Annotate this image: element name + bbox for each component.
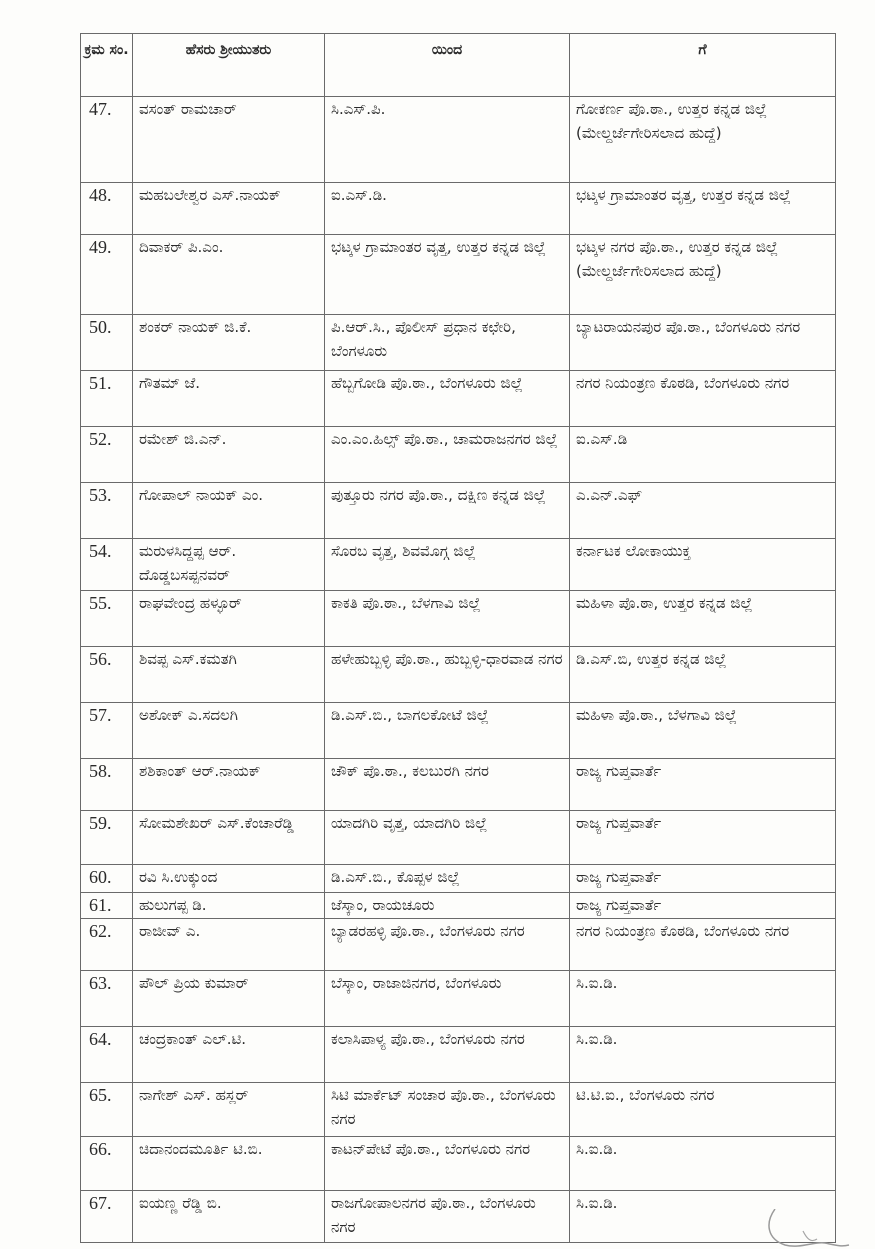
row-serial-no: 53. [81, 483, 133, 539]
row-from: ಬ್ಯಾಡರಹಳ್ಳಿ ಪೊ.ಠಾ., ಬೆಂಗಳೂರು ನಗರ [325, 919, 570, 971]
table-row [81, 183, 836, 235]
row-to: ಮಹಿಳಾ ಪೊ.ಠಾ, ಉತ್ತರ ಕನ್ನಡ ಜಿಲ್ಲೆ [570, 591, 836, 647]
row-name: ಮಹಬಲೇಶ್ವರ ಎಸ್.ನಾಯಕ್ [133, 183, 325, 235]
row-from: ಎಂ.ಎಂ.ಹಿಲ್ಸ್ ಪೊ.ಠಾ., ಚಾಮರಾಜನಗರ ಜಿಲ್ಲೆ [325, 427, 570, 483]
row-to: ಕರ್ನಾಟಕ ಲೋಕಾಯುಕ್ತ [570, 539, 836, 591]
row-name: ವಸಂತ್ ರಾಮಚಾರ್ [133, 97, 325, 183]
row-name: ಶಂಕರ್ ನಾಯಕ್ ಜಿ.ಕೆ. [133, 315, 325, 371]
row-name: ಶಶಿಕಾಂತ್ ಆರ್.ನಾಯಕ್ [133, 759, 325, 811]
row-serial-no: 65. [81, 1083, 133, 1137]
row-to: ಟಿ.ಟಿ.ಐ., ಬೆಂಗಳೂರು ನಗರ [570, 1083, 836, 1137]
table-row [81, 811, 836, 865]
signature-scribble [745, 1209, 855, 1249]
row-serial-no: 49. [81, 235, 133, 315]
row-from: ಜೆಸ್ಕಾಂ, ರಾಯಚೂರು [325, 893, 570, 919]
row-from: ಸಿ.ಎಸ್.ಪಿ. [325, 97, 570, 183]
table-row [81, 1027, 836, 1083]
row-name: ರಮೇಶ್ ಜಿ.ಎನ್. [133, 427, 325, 483]
transfer-list-table [80, 33, 836, 1243]
table-row [81, 371, 836, 427]
row-from: ಸಿಟಿ ಮಾರ್ಕೆಟ್ ಸಂಚಾರ ಪೊ.ಠಾ., ಬೆಂಗಳೂರು ನಗರ [325, 1083, 570, 1137]
table-row [81, 703, 836, 759]
row-to: ರಾಜ್ಯ ಗುಪ್ತವಾರ್ತೆ [570, 865, 836, 893]
row-serial-no: 58. [81, 759, 133, 811]
row-name: ರಾಘವೇಂದ್ರ ಹಳ್ಳೂರ್ [133, 591, 325, 647]
row-name: ನಾಗೇಶ್ ಎಸ್. ಹಸ್ಲರ್ [133, 1083, 325, 1137]
row-to: ಭಟ್ಕಳ ನಗರ ಪೊ.ಠಾ., ಉತ್ತರ ಕನ್ನಡ ಜಿಲ್ಲೆ (ಮೇಲ್ದರ್ಜೆಗೇರಿಸಲಾದ ಹುದ್ದೆ) [570, 235, 836, 315]
table-row [81, 427, 836, 483]
table-row [81, 97, 836, 183]
row-name: ಐಯಣ್ಣ ರೆಡ್ಡಿ ಬಿ. [133, 1191, 325, 1243]
table-row [81, 647, 836, 703]
row-name: ಪೌಲ್ ಪ್ರಿಯ ಕುಮಾರ್ [133, 971, 325, 1027]
row-name: ದಿವಾಕರ್ ಪಿ.ಎಂ. [133, 235, 325, 315]
row-name: ಗೋಪಾಲ್ ನಾಯಕ್ ಎಂ. [133, 483, 325, 539]
row-to: ರಾಜ್ಯ ಗುಪ್ತವಾರ್ತೆ [570, 893, 836, 919]
row-serial-no: 67. [81, 1191, 133, 1243]
header-name: ಹೆಸರು ಶ್ರೀಯುತರು [133, 34, 325, 97]
row-serial-no: 63. [81, 971, 133, 1027]
row-from: ಭಟ್ಕಳ ಗ್ರಾಮಾಂತರ ವೃತ್ತ, ಉತ್ತರ ಕನ್ನಡ ಜಿಲ್ಲೆ [325, 235, 570, 315]
row-name: ರವಿ ಸಿ.ಉಕ್ಕುಂದ [133, 865, 325, 893]
header-serial-no: ಕ್ರಮ ಸಂ. [81, 34, 133, 97]
table-row [81, 1137, 836, 1191]
row-to: ಬ್ಯಾಟರಾಯನಪುರ ಪೊ.ಠಾ., ಬೆಂಗಳೂರು ನಗರ [570, 315, 836, 371]
row-to: ಸಿ.ಐ.ಡಿ. [570, 971, 836, 1027]
row-from: ಕಾಟನ್‌ಪೇಟೆ ಪೊ.ಠಾ., ಬೆಂಗಳೂರು ನಗರ [325, 1137, 570, 1191]
row-serial-no: 57. [81, 703, 133, 759]
row-from: ಯಾದಗಿರಿ ವೃತ್ತ, ಯಾದಗಿರಿ ಜಿಲ್ಲೆ [325, 811, 570, 865]
row-from: ಹೆಬ್ಬಗೋಡಿ ಪೊ.ಠಾ., ಬೆಂಗಳೂರು ಜಿಲ್ಲೆ [325, 371, 570, 427]
table-header [81, 34, 836, 97]
row-serial-no: 50. [81, 315, 133, 371]
row-serial-no: 52. [81, 427, 133, 483]
table-row [81, 971, 836, 1027]
row-to: ಸಿ.ಐ.ಡಿ. [570, 1191, 836, 1243]
row-from: ಕಲಾಸಿಪಾಳ್ಯ ಪೊ.ಠಾ., ಬೆಂಗಳೂರು ನಗರ [325, 1027, 570, 1083]
row-to: ನಗರ ನಿಯಂತ್ರಣ ಕೊಠಡಿ, ಬೆಂಗಳೂರು ನಗರ [570, 371, 836, 427]
row-name: ಅಶೋಕ್ ಎ.ಸದಲಗಿ [133, 703, 325, 759]
row-name: ರಾಜೀವ್ ಎ. [133, 919, 325, 971]
row-from: ಪಿ.ಆರ್.ಸಿ., ಪೊಲೀಸ್ ಪ್ರಧಾನ ಕಛೇರಿ, ಬೆಂಗಳೂರು [325, 315, 570, 371]
row-name: ಗೌತಮ್ ಜೆ. [133, 371, 325, 427]
table-body [81, 97, 836, 1243]
row-to: ರಾಜ್ಯ ಗುಪ್ತವಾರ್ತೆ [570, 811, 836, 865]
row-name: ಶಿವಪ್ಪ ಎಸ್.ಕಮತಗಿ [133, 647, 325, 703]
table-row [81, 1191, 836, 1243]
header-from: ಯಿಂದ [325, 34, 570, 97]
row-serial-no: 61. [81, 893, 133, 919]
row-serial-no: 62. [81, 919, 133, 971]
header-to: ಗೆ [570, 34, 836, 97]
row-from: ಸೊರಬ ವೃತ್ತ, ಶಿವಮೊಗ್ಗ ಜಿಲ್ಲೆ [325, 539, 570, 591]
row-to: ರಾಜ್ಯ ಗುಪ್ತವಾರ್ತೆ [570, 759, 836, 811]
table-row [81, 919, 836, 971]
row-to: ಮಹಿಳಾ ಪೊ.ಠಾ., ಬೆಳಗಾವಿ ಜಿಲ್ಲೆ [570, 703, 836, 759]
row-from: ಬೆಸ್ಕಾಂ, ರಾಜಾಜಿನಗರ, ಬೆಂಗಳೂರು [325, 971, 570, 1027]
table-row [81, 865, 836, 893]
row-name: ಚಿದಾನಂದಮೂರ್ತಿ ಟಿ.ಬಿ. [133, 1137, 325, 1191]
row-from: ಹಳೇಹುಬ್ಬಳ್ಳಿ ಪೊ.ಠಾ., ಹುಬ್ಬಳ್ಳಿ-ಧಾರವಾಡ ನಗರ [325, 647, 570, 703]
table-row [81, 235, 836, 315]
row-from: ಪುತ್ತೂರು ನಗರ ಪೊ.ಠಾ., ದಕ್ಷಿಣ ಕನ್ನಡ ಜಿಲ್ಲೆ [325, 483, 570, 539]
row-to: ನಗರ ನಿಯಂತ್ರಣ ಕೊಠಡಿ, ಬೆಂಗಳೂರು ನಗರ [570, 919, 836, 971]
row-serial-no: 47. [81, 97, 133, 183]
row-serial-no: 64. [81, 1027, 133, 1083]
row-to: ಸಿ.ಐ.ಡಿ. [570, 1137, 836, 1191]
row-from: ಡಿ.ಎಸ್.ಬಿ., ಕೊಪ್ಪಳ ಜಿಲ್ಲೆ [325, 865, 570, 893]
table-row [81, 539, 836, 591]
row-to: ಭಟ್ಕಳ ಗ್ರಾಮಾಂತರ ವೃತ್ತ, ಉತ್ತರ ಕನ್ನಡ ಜಿಲ್ಲೆ [570, 183, 836, 235]
row-serial-no: 66. [81, 1137, 133, 1191]
row-to: ಎ.ಎನ್.ಎಫ್ [570, 483, 836, 539]
row-to: ಡಿ.ಎಸ್.ಬಿ, ಉತ್ತರ ಕನ್ನಡ ಜಿಲ್ಲೆ [570, 647, 836, 703]
row-serial-no: 48. [81, 183, 133, 235]
row-serial-no: 54. [81, 539, 133, 591]
table-row [81, 591, 836, 647]
row-name: ಮರುಳಸಿದ್ದಪ್ಪ ಆರ್. ದೊಡ್ಡಬಸಪ್ಪನವರ್ [133, 539, 325, 591]
row-from: ಐ.ಎಸ್.ಡಿ. [325, 183, 570, 235]
row-to: ಗೋಕರ್ಣ ಪೊ.ಠಾ., ಉತ್ತರ ಕನ್ನಡ ಜಿಲ್ಲೆ (ಮೇಲ್ದರ್ಜೆಗೇರಿಸಲಾದ ಹುದ್ದೆ) [570, 97, 836, 183]
row-to: ಸಿ.ಐ.ಡಿ. [570, 1027, 836, 1083]
row-serial-no: 56. [81, 647, 133, 703]
row-to: ಐ.ಎಸ್.ಡಿ [570, 427, 836, 483]
row-from: ರಾಜಗೋಪಾಲನಗರ ಪೊ.ಠಾ., ಬೆಂಗಳೂರು ನಗರ [325, 1191, 570, 1243]
row-serial-no: 51. [81, 371, 133, 427]
row-name: ಸೋಮಶೇಖರ್ ಎಸ್.ಕೆಂಚಾರೆಡ್ಡಿ [133, 811, 325, 865]
row-serial-no: 60. [81, 865, 133, 893]
table-row [81, 315, 836, 371]
table-row [81, 759, 836, 811]
table-row [81, 483, 836, 539]
row-from: ಕಾಕತಿ ಪೊ.ಠಾ., ಬೆಳಗಾವಿ ಜಿಲ್ಲೆ [325, 591, 570, 647]
row-name: ಚಂದ್ರಕಾಂತ್ ಎಲ್.ಟಿ. [133, 1027, 325, 1083]
row-serial-no: 55. [81, 591, 133, 647]
row-name: ಹುಲುಗಪ್ಪ ಡಿ. [133, 893, 325, 919]
row-serial-no: 59. [81, 811, 133, 865]
table-row [81, 893, 836, 919]
row-from: ಚೌಕ್ ಪೊ.ಠಾ., ಕಲಬುರಗಿ ನಗರ [325, 759, 570, 811]
row-from: ಡಿ.ಎಸ್.ಬಿ., ಬಾಗಲಕೋಟೆ ಜಿಲ್ಲೆ [325, 703, 570, 759]
table-row [81, 1083, 836, 1137]
